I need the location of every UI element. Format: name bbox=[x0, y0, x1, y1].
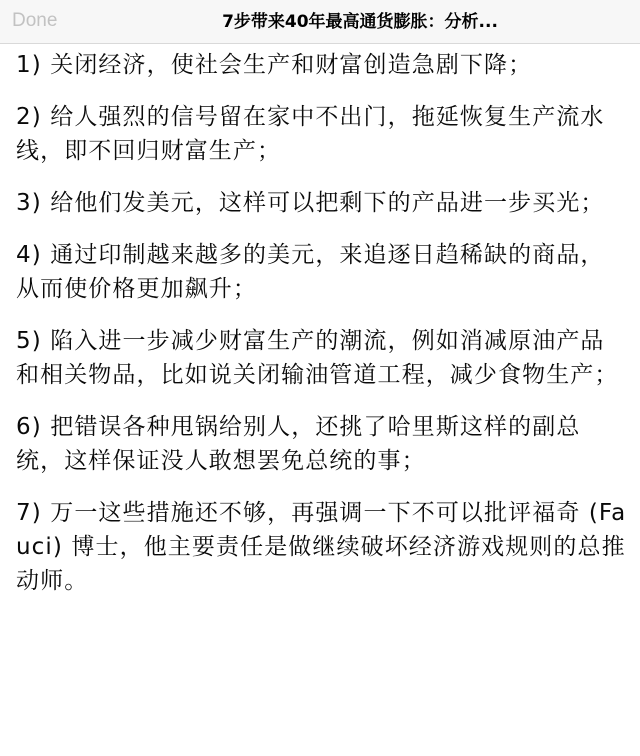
paragraph-4: 4) 通过印制越来越多的美元，来追逐日趋稀缺的商品，从而使价格更加飙升； bbox=[16, 242, 605, 302]
paragraph-6: 6) 把错误各种甩锅给别人，还挑了哈里斯这样的副总统，这样保证没人敢想罢免总统的事； bbox=[16, 414, 581, 474]
paragraph-2: 2) 给人强烈的信号留在家中不出门，拖延恢复生产流水线，即不回归财富生产； bbox=[16, 104, 605, 164]
article-content bbox=[16, 48, 628, 616]
paragraph-3: 3) 给他们发美元，这样可以把剩下的产品进一步买光； bbox=[16, 190, 605, 216]
paragraph-1: 1) 关闭经济，使社会生产和财富创造急剧下降； bbox=[16, 52, 533, 78]
done-button[interactable]: Done bbox=[12, 8, 57, 34]
paragraph-7: 7) 万一这些措施还不够，再强调一下不可以批评福奇 (Fauci) 博士，他主要责任是做继续破坏经济游戏规则的总推动师。 bbox=[16, 500, 627, 594]
paragraph-5: 5) 陷入进一步减少财富生产的潮流，例如消减原油产品和相关物品，比如说关闭输油管道工程，减少食物生产； bbox=[16, 328, 619, 388]
navigation-bar bbox=[0, 0, 640, 44]
page-title: 7步带来40年最高通货膨胀：分析... bbox=[222, 12, 498, 32]
